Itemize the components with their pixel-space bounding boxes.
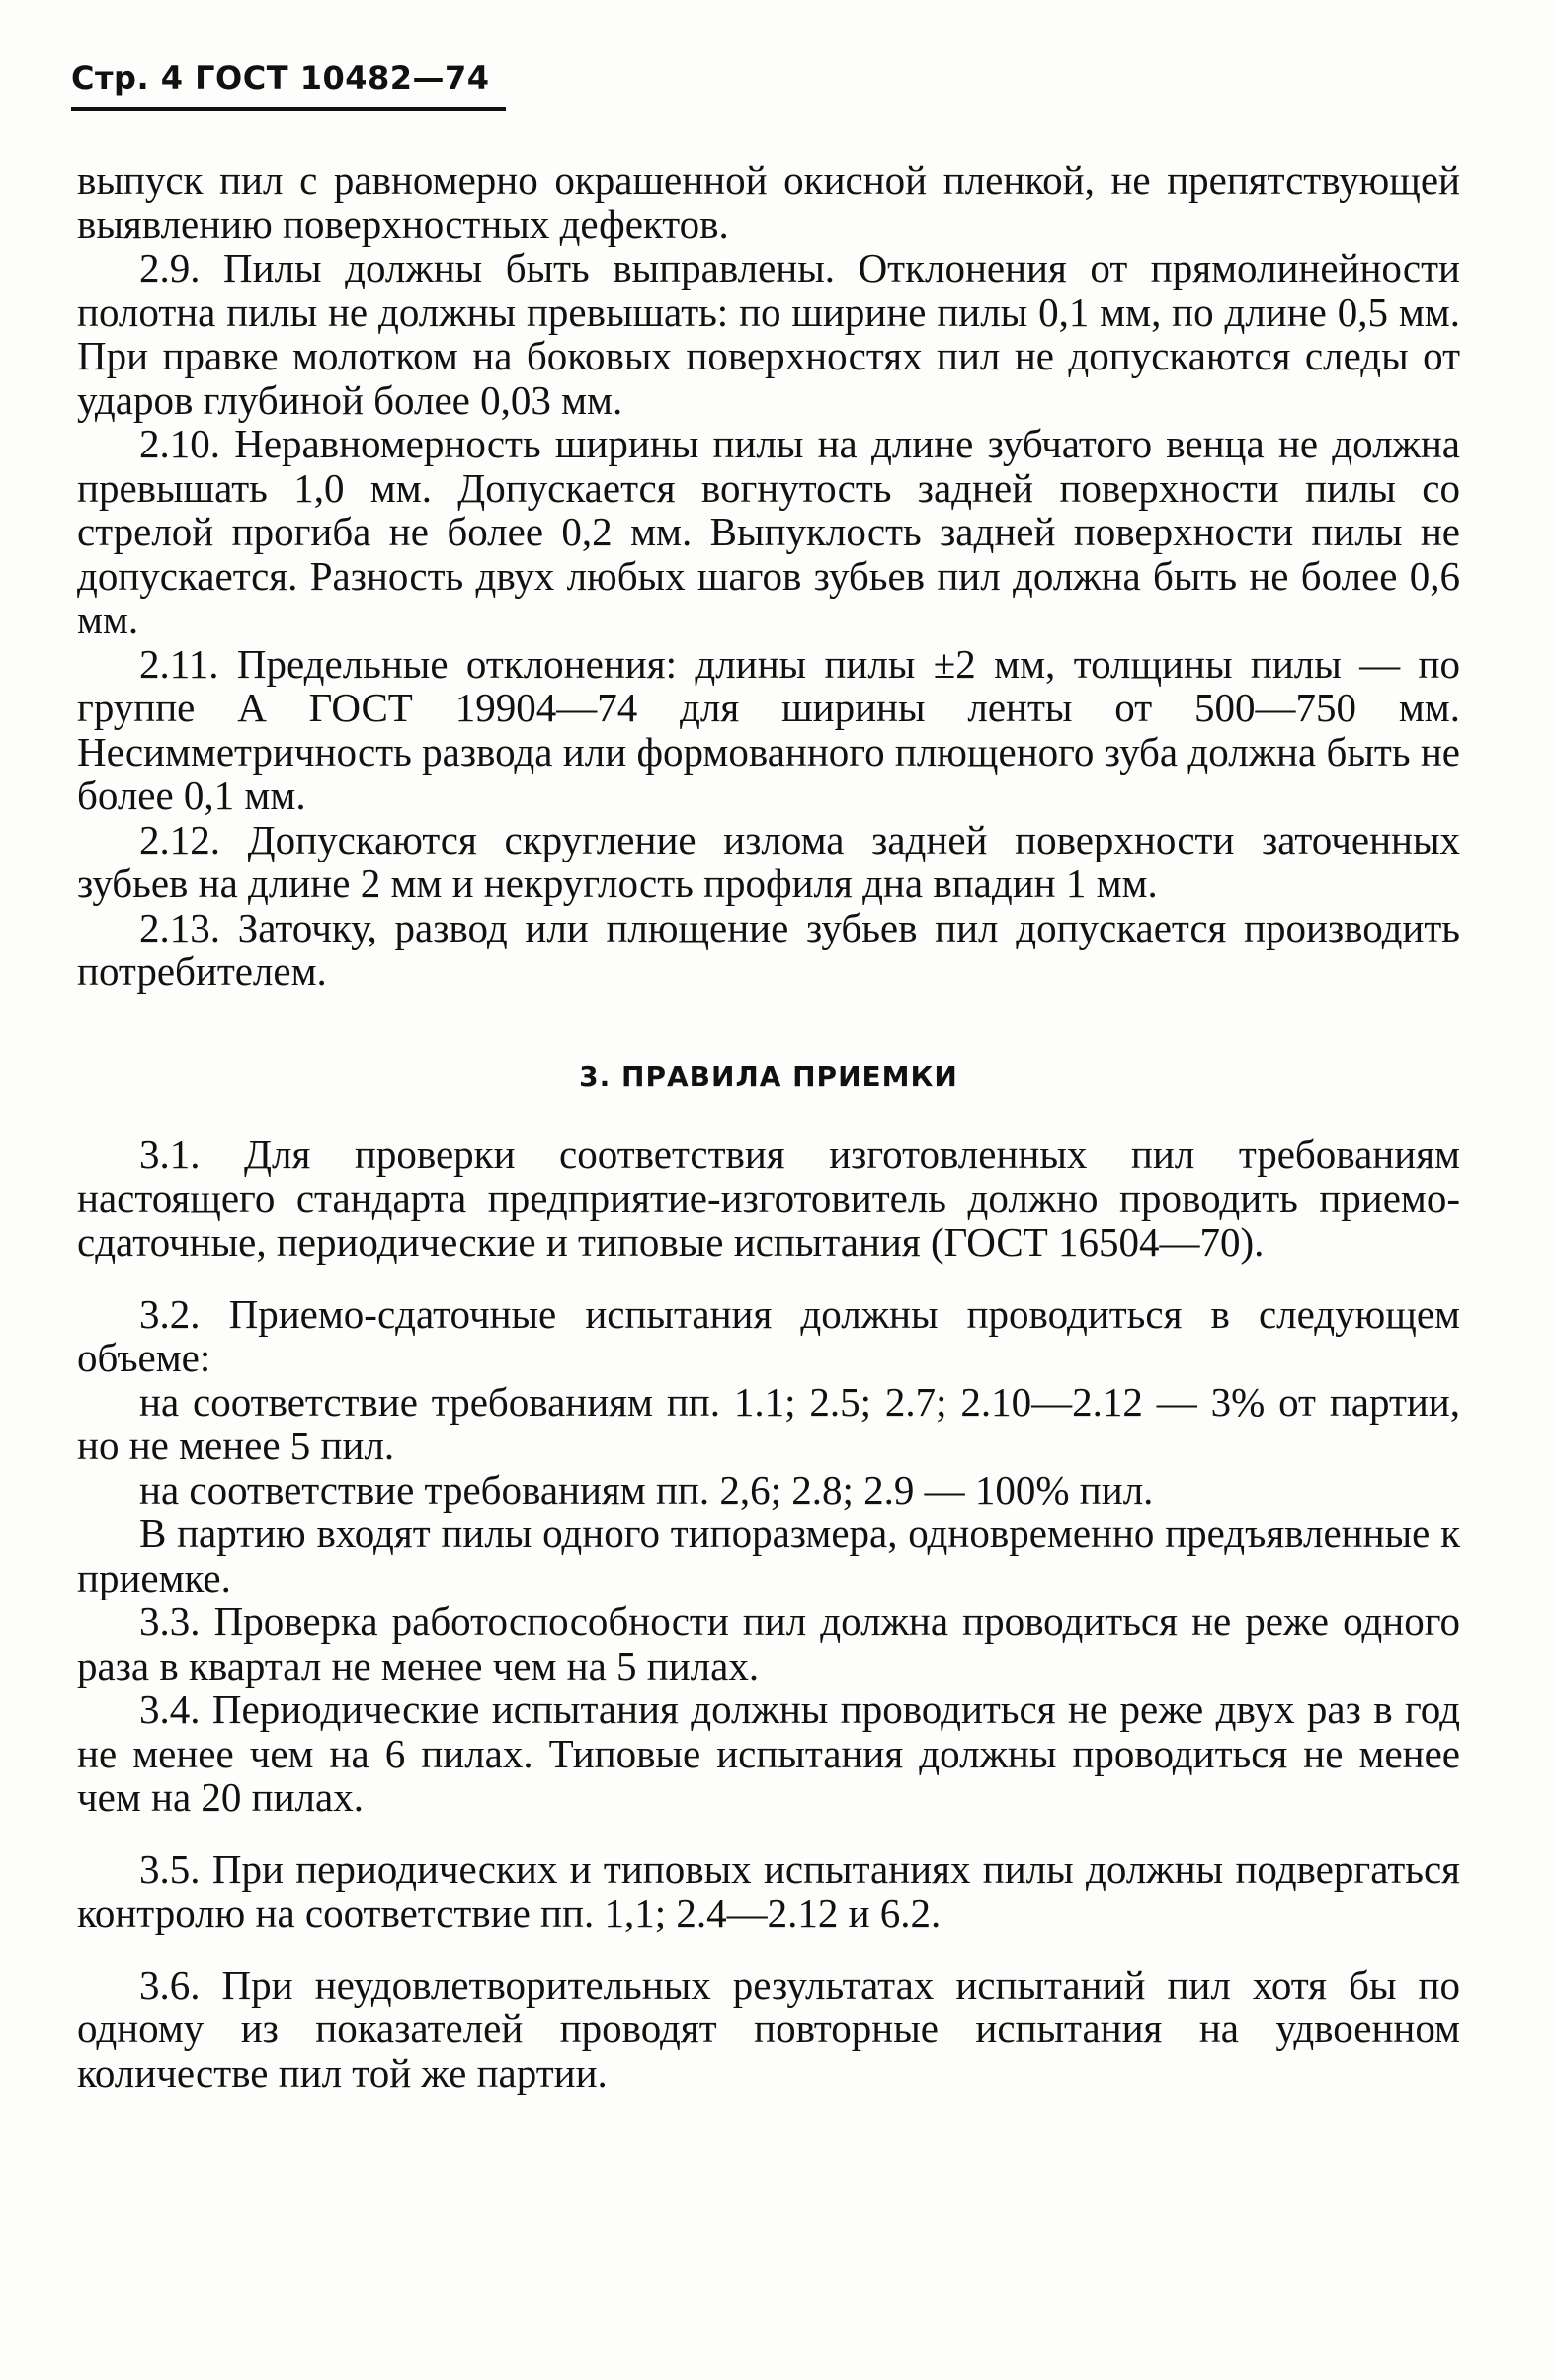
paragraph-continuation: выпуск пил с равномерно окрашенной окисной пленкой, не препятствующей выявлению поверхностных дефектов. [77, 157, 1460, 247]
paragraph-2-9: 2.9. Пилы должны быть выправлены. Отклонения от прямолинейности полотна пилы не должны превышать: по ширине пилы 0,1 мм, по длине 0,5 мм. При правке молотком на боковых поверхностях пил не допускаются следы от ударов глубиной более 0,03 мм. [77, 245, 1460, 423]
paragraph-2-11: 2.11. Предельные отклонения: длины пилы ±2 мм, толщины пилы — по группе А ГОСТ 19904—74 для ширины ленты от 500—750 мм. Несимметричность развода или формованного плющеного зуба должна быть не более 0,1 мм. [77, 640, 1460, 818]
page-header: Стр. 4 ГОСТ 10482—74 [71, 59, 490, 97]
paragraph-3-6: 3.6. При неудовлетворительных результатах испытаний пил хотя бы по одному из показателей проводят повторные испытания на удвоенном количестве пил той же партии. [77, 1961, 1460, 2095]
paragraph-3-2-a: на соответствие требованиям пп. 1.1; 2.5; 2.7; 2.10—2.12 — 3% от партии, но не менее 5 пил. [77, 1378, 1460, 1468]
paragraph-2-13: 2.13. Заточку, развод или плющение зубьев пил допускается производить потребителем. [77, 904, 1460, 994]
paragraph-3-2-b: на соответствие требованиям пп. 2,6; 2.8; 2.9 — 100% пил. [139, 1466, 1154, 1513]
paragraph-3-4: 3.4. Периодические испытания должны проводиться не реже двух раз в год не менее чем на 6 пилах. Типовые испытания должны проводиться не менее чем на 20 пилах. [77, 1686, 1460, 1820]
paragraph-3-2-c: В партию входят пилы одного типоразмера, одновременно предъявленные к приемке. [77, 1511, 1460, 1600]
paragraph-3-1: 3.1. Для проверки соответствия изготовленных пил требованиям настоящего стандарта предприятие-изготовитель должно проводить приемо-сдаточные, периодические и типовые испытания (ГОСТ 16504—70). [77, 1131, 1460, 1265]
paragraph-2-10: 2.10. Неравномерность ширины пилы на длине зубчатого венца не должна превышать 1,0 мм. Допускается вогнутость задней поверхности пилы со стрелой прогиба не более 0,2 мм. Выпуклость задней поверхности пилы не допускается. Разность двух любых шагов зубьев пил должна быть не более 0,6 мм. [77, 421, 1460, 642]
header-rule [71, 107, 506, 111]
paragraph-3-5: 3.5. При периодических и типовых испытаниях пилы должны подвергаться контролю на соответствие пп. 1,1; 2.4—2.12 и 6.2. [77, 1846, 1460, 1935]
paragraph-2-12: 2.12. Допускаются скругление излома задней поверхности заточенных зубьев на длине 2 мм и некруглость профиля дна впадин 1 мм. [77, 816, 1460, 906]
paragraph-3-2: 3.2. Приемо-сдаточные испытания должны проводиться в следующем объеме: [77, 1290, 1460, 1380]
document-body [77, 158, 1460, 2094]
section-3-title: 3. ПРАВИЛА ПРИЕМКИ [579, 1059, 958, 1093]
paragraph-3-3: 3.3. Проверка работоспособности пил должна проводиться не реже одного раза в квартал не менее чем на 5 пилах. [77, 1599, 1460, 1688]
